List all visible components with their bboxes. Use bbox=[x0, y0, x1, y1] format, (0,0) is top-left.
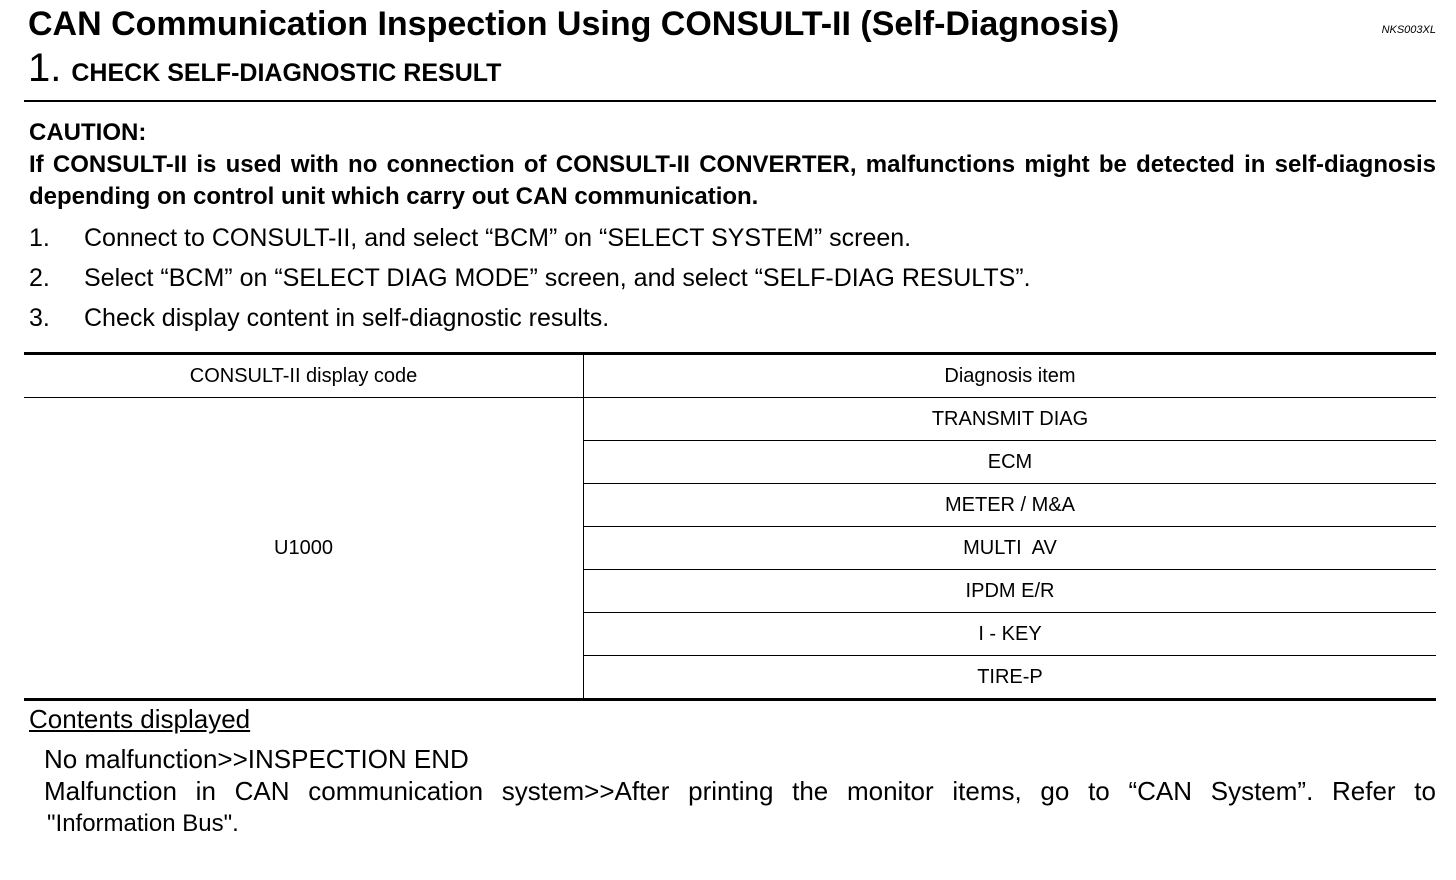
document-code: NKS003XL bbox=[1381, 24, 1436, 36]
procedure-step-text: Select “BCM” on “SELECT DIAG MODE” screen, and select “SELF-DIAG RESULTS”. bbox=[84, 264, 1031, 292]
diagnosis-item-cell: METER / M&A bbox=[584, 484, 1437, 527]
result-reference-link: "Information Bus". bbox=[47, 810, 239, 837]
result-can-malfunction: Malfunction in CAN communication system>>After printing the monitor items, go to “CAN System”. Refer to bbox=[44, 776, 1436, 806]
heading-divider bbox=[24, 100, 1436, 102]
procedure-step-number: 3. bbox=[29, 304, 50, 332]
table-header-row bbox=[24, 354, 1436, 398]
result-no-malfunction: No malfunction>>INSPECTION END bbox=[44, 744, 469, 774]
procedure-step bbox=[29, 222, 1031, 262]
caution-text: If CONSULT-II is used with no connection of CONSULT-II CONVERTER, malfunctions might be detected in self-diagnosis depending on control unit which carry out CAN communication. bbox=[29, 151, 1436, 210]
procedure-step-text: Connect to CONSULT-II, and select “BCM” on “SELECT SYSTEM” screen. bbox=[84, 224, 912, 252]
diagnosis-table bbox=[24, 352, 1436, 701]
diagnosis-item-cell: IPDM E/R bbox=[584, 570, 1437, 613]
column-header-diagnosis-item: Diagnosis item bbox=[584, 354, 1437, 398]
step-title: CHECK SELF-DIAGNOSTIC RESULT bbox=[71, 59, 502, 87]
step-heading bbox=[28, 44, 501, 92]
display-code-cell: U1000 bbox=[24, 398, 584, 700]
procedure-step bbox=[29, 262, 1031, 302]
diagnosis-item-cell: TRANSMIT DIAG bbox=[584, 398, 1437, 441]
procedure-step-number: 2. bbox=[29, 264, 50, 292]
page-title: CAN Communication Inspection Using CONSULT-II (Self-Diagnosis) bbox=[28, 5, 1120, 43]
diagnosis-item-cell: I - KEY bbox=[584, 613, 1437, 656]
procedure-step-text: Check display content in self-diagnostic results. bbox=[84, 304, 610, 332]
procedure-step-number: 1. bbox=[29, 224, 50, 252]
step-number: 1. bbox=[28, 46, 62, 90]
diagnosis-item-cell: TIRE-P bbox=[977, 665, 1043, 688]
procedure-step bbox=[29, 302, 1031, 342]
diagnosis-item-cell: MULTI AV bbox=[584, 527, 1437, 570]
column-header-display-code: CONSULT-II display code bbox=[24, 354, 584, 398]
table-row bbox=[24, 398, 1436, 441]
contents-displayed-label: Contents displayed bbox=[29, 704, 251, 734]
caution-label: CAUTION: bbox=[29, 119, 147, 146]
procedure-list bbox=[29, 222, 1031, 342]
diagnosis-item-cell: ECM bbox=[584, 441, 1437, 484]
